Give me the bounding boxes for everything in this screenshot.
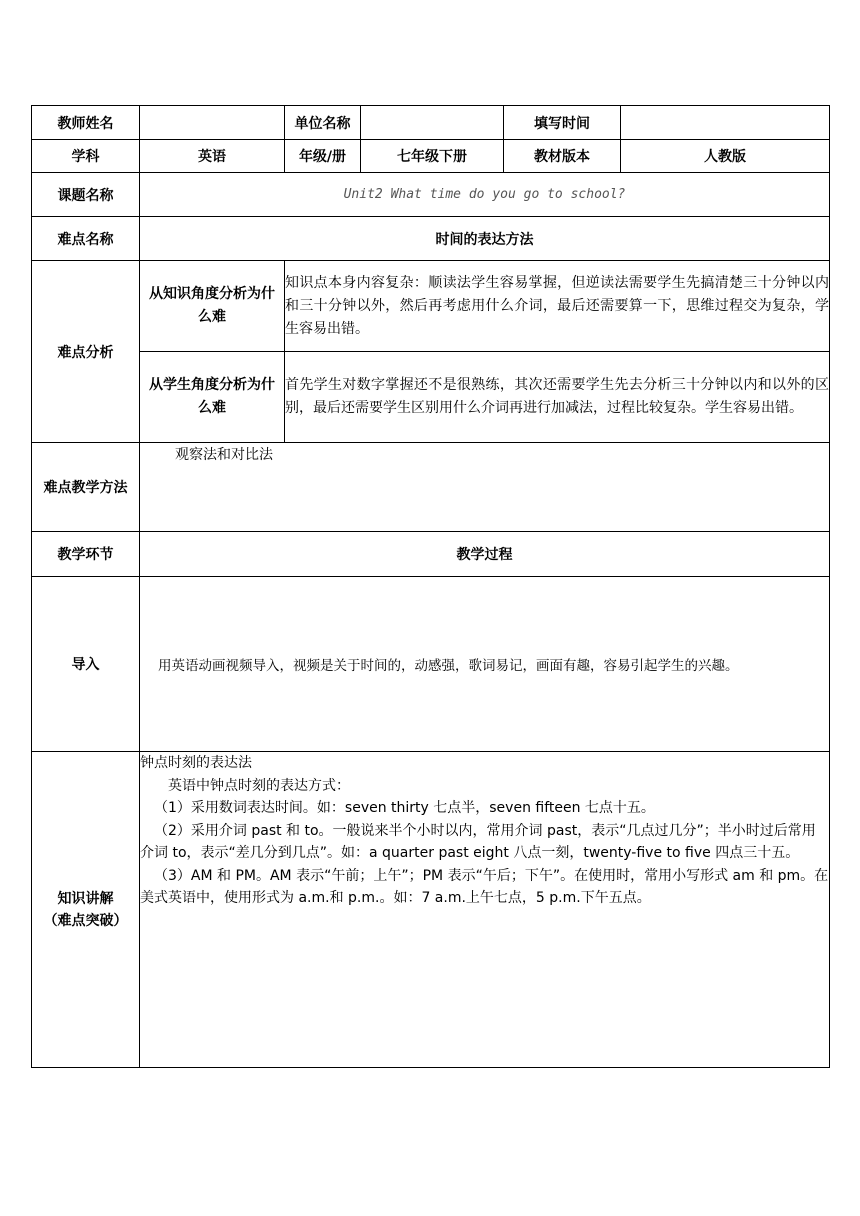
fill-date-label: 填写时间: [504, 106, 621, 140]
unit-name-value: [361, 106, 504, 140]
difficulty-value: 时间的表达方法: [140, 217, 830, 261]
student-angle-label: 从学生角度分析为什么难: [140, 352, 285, 443]
header-row: [32, 106, 830, 140]
teacher-name-value: [140, 106, 285, 140]
knowledge-item-1: （1）采用数词表达时间。如：seven thirty 七点半，seven fifteen 七点十五。: [154, 800, 655, 816]
knowledge-label: 知识讲解: [57, 890, 114, 907]
knowledge-angle-label: 从知识角度分析为什么难: [140, 261, 285, 352]
intro-text: 用英语动画视频导入，视频是关于时间的，动感强，歌词易记，画面有趣，容易引起学生的兴趣。: [140, 577, 830, 752]
knowledge-item-3: （3）AM 和 PM。AM 表示“午前；上午”；PM 表示“午后；下午”。在使用时，常用小写形式 am 和 pm。在美式英语中，使用形式为 a.m.和 p.m.。如：7 a.m.上午七点，5 p.m.下午五点。: [140, 867, 829, 906]
difficulty-label: 难点名称: [32, 217, 140, 261]
knowledge-sublabel: （难点突破）: [43, 912, 128, 929]
fill-date-value: [621, 106, 830, 140]
knowledge-heading: 钟点时刻的表达法: [140, 755, 252, 771]
analysis-knowledge-row: [32, 261, 830, 352]
lesson-title-value: Unit2 What time do you go to school?: [140, 173, 830, 217]
method-row: [32, 443, 830, 532]
lesson-title-label: 课题名称: [32, 173, 140, 217]
process-label: 教学过程: [140, 532, 830, 577]
unit-name-label: 单位名称: [285, 106, 361, 140]
meta-row: [32, 140, 830, 173]
process-header-row: [32, 532, 830, 577]
edition-value: 人教版: [621, 140, 830, 173]
difficulty-row: [32, 217, 830, 261]
knowledge-intro: 英语中钟点时刻的表达方式：: [168, 777, 350, 794]
intro-label: 导入: [32, 577, 140, 752]
subject-label: 学科: [32, 140, 140, 173]
knowledge-item-2: （2）采用介词 past 和 to。一般说来半个小时以内，常用介词 past，表示“几点过几分”；半小时过后常用介词 to，表示“差几分到几点”。如：a quarter past eight 八点一刻，twenty-five to five 四点三十五。: [140, 822, 816, 861]
lesson-title-row: [32, 173, 830, 217]
knowledge-angle-text: 知识点本身内容复杂：顺读法学生容易掌握，但逆读法需要学生先搞清楚三十分钟以内和三十分钟以外，然后再考虑用什么介词，最后还需要算一下，思维过程交为复杂，学生容易出错。: [285, 261, 830, 352]
edition-label: 教材版本: [504, 140, 621, 173]
knowledge-content: [140, 752, 830, 1068]
knowledge-row: [32, 752, 830, 1068]
knowledge-label-cell: [32, 752, 140, 1068]
grade-label: 年级/册: [285, 140, 361, 173]
analysis-label: 难点分析: [32, 261, 140, 443]
analysis-student-row: [32, 352, 830, 443]
method-label: 难点教学方法: [32, 443, 140, 532]
intro-row: [32, 577, 830, 752]
stage-label: 教学环节: [32, 532, 140, 577]
teacher-name-label: 教师姓名: [32, 106, 140, 140]
method-value: 观察法和对比法: [140, 443, 830, 532]
subject-value: 英语: [140, 140, 285, 173]
student-angle-text: 首先学生对数字掌握还不是很熟练，其次还需要学生先去分析三十分钟以内和以外的区别，最后还需要学生区别用什么介词再进行加减法，过程比较复杂。学生容易出错。: [285, 352, 830, 443]
lesson-plan-table: [31, 105, 830, 1068]
grade-value: 七年级下册: [361, 140, 504, 173]
